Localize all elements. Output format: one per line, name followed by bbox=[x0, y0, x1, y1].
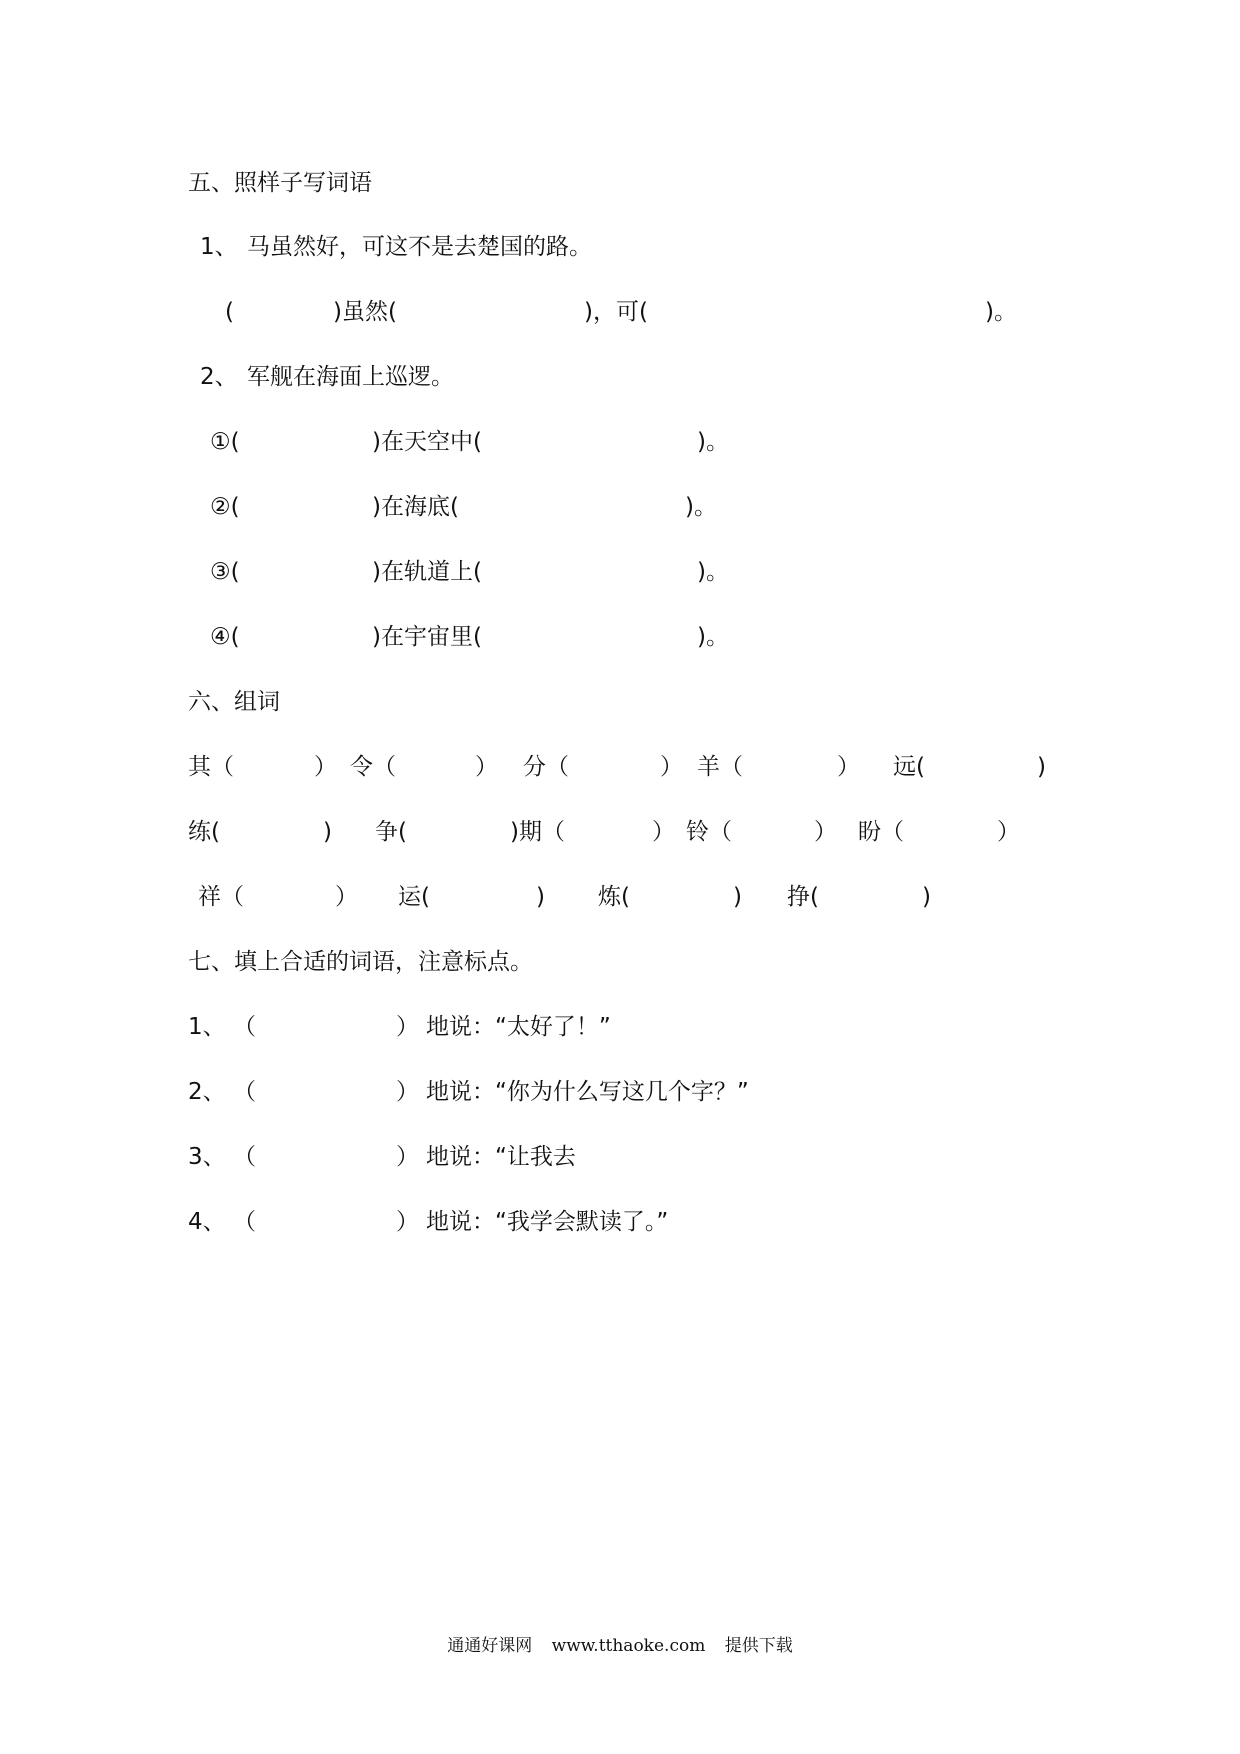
q2-item-phrase: )在天空中( bbox=[372, 429, 482, 455]
fill-number: 4、 bbox=[188, 1209, 226, 1235]
word-cell: 盼（ bbox=[858, 819, 904, 845]
fill-close: ） bbox=[396, 1079, 419, 1105]
word-cell: ) bbox=[323, 819, 332, 845]
q2-item-marker: ②( bbox=[210, 494, 240, 520]
q2-item-end: )。 bbox=[685, 494, 717, 520]
q2-example: 军舰在海面上巡逻。 bbox=[247, 364, 454, 390]
fill-text: 地说：“你为什么写这几个字？” bbox=[426, 1079, 749, 1105]
q2-item-phrase: )在海底( bbox=[372, 494, 459, 520]
q2-item-end: )。 bbox=[697, 624, 729, 650]
fill-close: ） bbox=[396, 1209, 419, 1235]
fill-text: 地说：“让我去 bbox=[426, 1144, 576, 1170]
word-cell: ） bbox=[997, 819, 1020, 845]
word-cell: )期（ bbox=[510, 819, 565, 845]
word-cell: 挣( bbox=[787, 884, 819, 910]
q1-pattern-open: ( bbox=[225, 299, 234, 325]
word-cell: 炼( bbox=[598, 884, 630, 910]
word-cell: ） bbox=[837, 754, 860, 780]
footer-note: 提供下载 bbox=[724, 1636, 793, 1656]
word-cell: ） bbox=[814, 819, 837, 845]
q1-number: 1、 bbox=[200, 234, 238, 260]
q1-example: 马虽然好，可这不是去楚国的路。 bbox=[247, 234, 592, 260]
word-cell: 祥（ bbox=[198, 884, 244, 910]
section-5-heading: 五、照样子写词语 bbox=[188, 170, 372, 196]
word-cell: ) bbox=[1037, 754, 1046, 780]
fill-open: （ bbox=[233, 1079, 256, 1105]
word-cell: 分（ bbox=[523, 754, 569, 780]
fill-open: （ bbox=[233, 1209, 256, 1235]
word-cell: ） bbox=[475, 754, 498, 780]
q2-item-end: )。 bbox=[697, 429, 729, 455]
fill-number: 1、 bbox=[188, 1014, 226, 1040]
word-cell: ） bbox=[652, 819, 675, 845]
word-cell: ） bbox=[660, 754, 683, 780]
fill-close: ） bbox=[396, 1014, 419, 1040]
q2-item-end: )。 bbox=[697, 559, 729, 585]
fill-text: 地说：“我学会默读了。” bbox=[426, 1209, 669, 1235]
word-cell: ） bbox=[335, 884, 358, 910]
word-cell: 羊（ bbox=[697, 754, 743, 780]
word-cell: ） bbox=[314, 754, 337, 780]
word-cell: 运( bbox=[398, 884, 430, 910]
fill-number: 2、 bbox=[188, 1079, 226, 1105]
q1-pattern-suiran: )虽然( bbox=[333, 299, 397, 325]
q2-item-marker: ④( bbox=[210, 624, 240, 650]
q2-item-marker: ①( bbox=[210, 429, 240, 455]
q2-item-phrase: )在轨道上( bbox=[372, 559, 482, 585]
q2-item-marker: ③( bbox=[210, 559, 240, 585]
word-cell: ) bbox=[536, 884, 545, 910]
page-footer bbox=[0, 1634, 1240, 1658]
q2-number: 2、 bbox=[200, 364, 238, 390]
section-6-heading: 六、组词 bbox=[188, 689, 280, 715]
word-cell: 其（ bbox=[188, 754, 234, 780]
q2-item-phrase: )在宇宙里( bbox=[372, 624, 482, 650]
word-cell: 争( bbox=[375, 819, 407, 845]
footer-url-link[interactable]: www.tthaoke.com bbox=[551, 1636, 706, 1656]
word-cell: 远( bbox=[893, 754, 925, 780]
word-cell: 铃（ bbox=[686, 819, 732, 845]
word-cell: ) bbox=[733, 884, 742, 910]
q1-pattern-ke: )，可( bbox=[584, 299, 648, 325]
footer-site-name: 通通好课网 bbox=[447, 1636, 533, 1656]
section-7-heading: 七、填上合适的词语，注意标点。 bbox=[188, 949, 533, 975]
fill-text: 地说：“太好了！” bbox=[426, 1014, 611, 1040]
word-cell: ) bbox=[922, 884, 931, 910]
fill-close: ） bbox=[396, 1144, 419, 1170]
word-cell: 令（ bbox=[350, 754, 396, 780]
fill-open: （ bbox=[233, 1014, 256, 1040]
word-cell: 练( bbox=[188, 819, 220, 845]
fill-number: 3、 bbox=[188, 1144, 226, 1170]
q1-pattern-end: )。 bbox=[985, 299, 1017, 325]
fill-open: （ bbox=[233, 1144, 256, 1170]
